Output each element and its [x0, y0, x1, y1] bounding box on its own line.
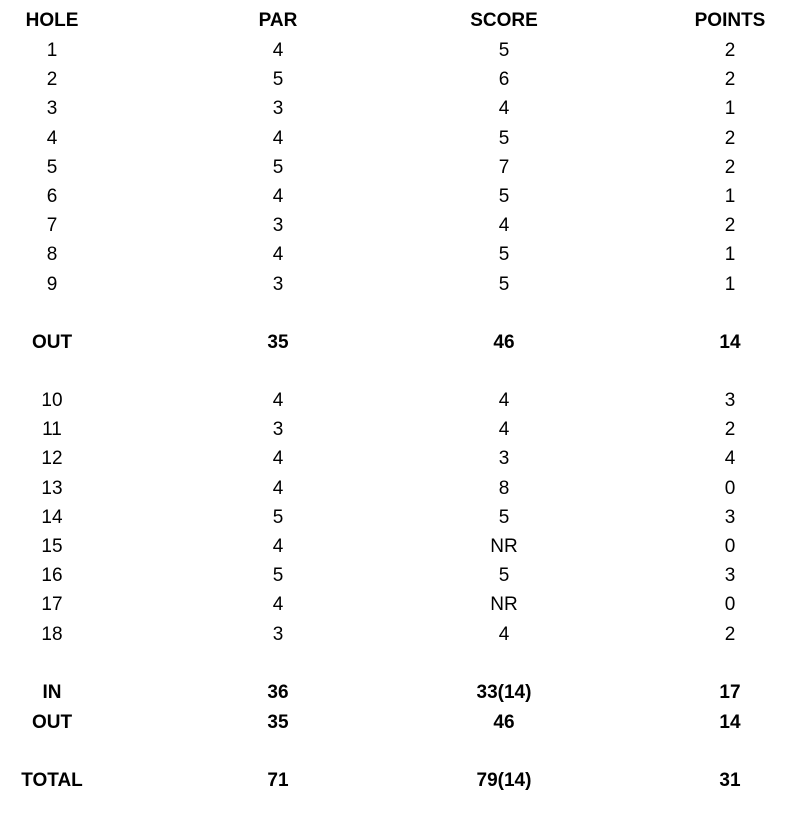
hole-number: 2 — [46, 69, 58, 91]
in-label: IN — [42, 682, 62, 703]
hole-par: 4 — [272, 40, 284, 61]
hole-score: NR — [490, 536, 518, 557]
in-score: 33(14) — [476, 682, 532, 703]
hole-par: 5 — [272, 156, 284, 178]
hole-par: 4 — [272, 448, 284, 470]
total-score: 79(14) — [476, 770, 532, 791]
out-points: 14 — [719, 332, 741, 353]
hole-row — [0, 94, 792, 123]
hole-row — [0, 270, 792, 299]
hole-number: 4 — [46, 127, 58, 149]
out-total-points: 14 — [719, 712, 741, 733]
hole-score: 5 — [498, 40, 510, 61]
out-par: 35 — [267, 332, 289, 353]
hole-number: 12 — [41, 448, 63, 470]
hole-points: 0 — [724, 536, 736, 557]
total-points: 31 — [719, 770, 741, 791]
hole-row — [0, 532, 792, 561]
out-score: 46 — [493, 332, 515, 353]
hole-row — [0, 211, 792, 240]
in-points: 17 — [719, 682, 741, 703]
hole-row — [0, 474, 792, 503]
hole-number: 3 — [46, 98, 58, 120]
hole-row — [0, 65, 792, 94]
hole-score: 3 — [498, 448, 510, 470]
hole-score: 6 — [498, 69, 510, 91]
in-par: 36 — [267, 682, 289, 703]
hole-row — [0, 36, 792, 65]
hole-score: 4 — [498, 623, 510, 645]
hole-row — [0, 503, 792, 532]
hole-number: 15 — [41, 536, 63, 557]
grand-total-row — [0, 766, 792, 795]
hole-points: 2 — [724, 419, 736, 441]
total-par: 71 — [267, 770, 289, 791]
hole-points: 3 — [724, 390, 736, 411]
hole-row — [0, 124, 792, 153]
hole-number: 16 — [41, 565, 63, 587]
hole-score: 4 — [498, 419, 510, 441]
hole-row — [0, 620, 792, 649]
out-total-label: OUT — [31, 712, 73, 733]
hole-row — [0, 561, 792, 590]
hole-par: 3 — [272, 623, 284, 645]
hole-number: 11 — [42, 419, 62, 441]
hole-points: 2 — [724, 69, 736, 91]
hole-header: HOLE — [25, 10, 79, 31]
hole-par: 4 — [272, 536, 284, 557]
hole-points: 2 — [724, 623, 736, 645]
hole-par: 4 — [272, 594, 284, 616]
hole-score: 4 — [498, 215, 510, 237]
hole-score: 7 — [498, 156, 510, 178]
hole-number: 13 — [41, 477, 63, 499]
hole-par: 4 — [272, 244, 284, 266]
hole-row — [0, 590, 792, 619]
hole-score: 8 — [498, 477, 510, 499]
hole-points: 2 — [724, 40, 736, 61]
hole-score: 5 — [498, 506, 510, 528]
hole-number: 1 — [46, 40, 58, 61]
par-header: PAR — [258, 10, 298, 31]
hole-score: 4 — [498, 390, 510, 411]
hole-score: 5 — [498, 273, 510, 295]
points-header: POINTS — [694, 10, 766, 31]
hole-points: 4 — [724, 448, 736, 470]
hole-par: 4 — [272, 477, 284, 499]
hole-row — [0, 240, 792, 269]
hole-score: 5 — [498, 244, 510, 266]
out-total-score: 46 — [493, 712, 515, 733]
hole-points: 2 — [724, 127, 736, 149]
hole-points: 3 — [724, 506, 736, 528]
hole-points: 0 — [724, 594, 736, 616]
hole-row — [0, 386, 792, 415]
hole-row — [0, 153, 792, 182]
hole-par: 4 — [272, 186, 284, 207]
hole-number: 7 — [46, 215, 58, 237]
hole-number: 6 — [46, 186, 58, 207]
hole-number: 18 — [41, 623, 63, 645]
hole-number: 17 — [41, 594, 63, 616]
out-label: OUT — [31, 332, 73, 353]
hole-row — [0, 182, 792, 211]
hole-score: 5 — [498, 565, 510, 587]
hole-par: 5 — [272, 506, 284, 528]
in-total-row — [0, 678, 792, 707]
hole-row — [0, 415, 792, 444]
hole-points: 0 — [724, 477, 736, 499]
hole-par: 3 — [272, 98, 284, 120]
hole-points: 1 — [724, 186, 736, 207]
hole-number: 9 — [46, 273, 58, 295]
hole-par: 5 — [272, 565, 284, 587]
hole-par: 3 — [272, 419, 284, 441]
out-total-row — [0, 708, 792, 737]
hole-par: 4 — [272, 390, 284, 411]
total-label: TOTAL — [21, 770, 83, 791]
hole-number: 8 — [46, 244, 58, 266]
hole-score: 4 — [498, 98, 510, 120]
header-row — [0, 6, 792, 35]
hole-number: 10 — [41, 390, 63, 411]
hole-number: 14 — [41, 506, 63, 528]
hole-score: NR — [490, 594, 518, 616]
hole-par: 5 — [272, 69, 284, 91]
out-total-par: 35 — [267, 712, 289, 733]
hole-score: 5 — [498, 186, 510, 207]
hole-points: 2 — [724, 215, 736, 237]
hole-par: 3 — [272, 273, 284, 295]
hole-row — [0, 444, 792, 473]
out-subtotal-row — [0, 328, 792, 357]
hole-points: 3 — [724, 565, 736, 587]
hole-points: 1 — [724, 273, 736, 295]
hole-par: 4 — [272, 127, 284, 149]
hole-par: 3 — [272, 215, 284, 237]
hole-number: 5 — [46, 156, 58, 178]
hole-points: 1 — [724, 244, 736, 266]
hole-points: 2 — [724, 156, 736, 178]
hole-points: 1 — [724, 98, 736, 120]
hole-score: 5 — [498, 127, 510, 149]
score-header: SCORE — [470, 10, 538, 31]
